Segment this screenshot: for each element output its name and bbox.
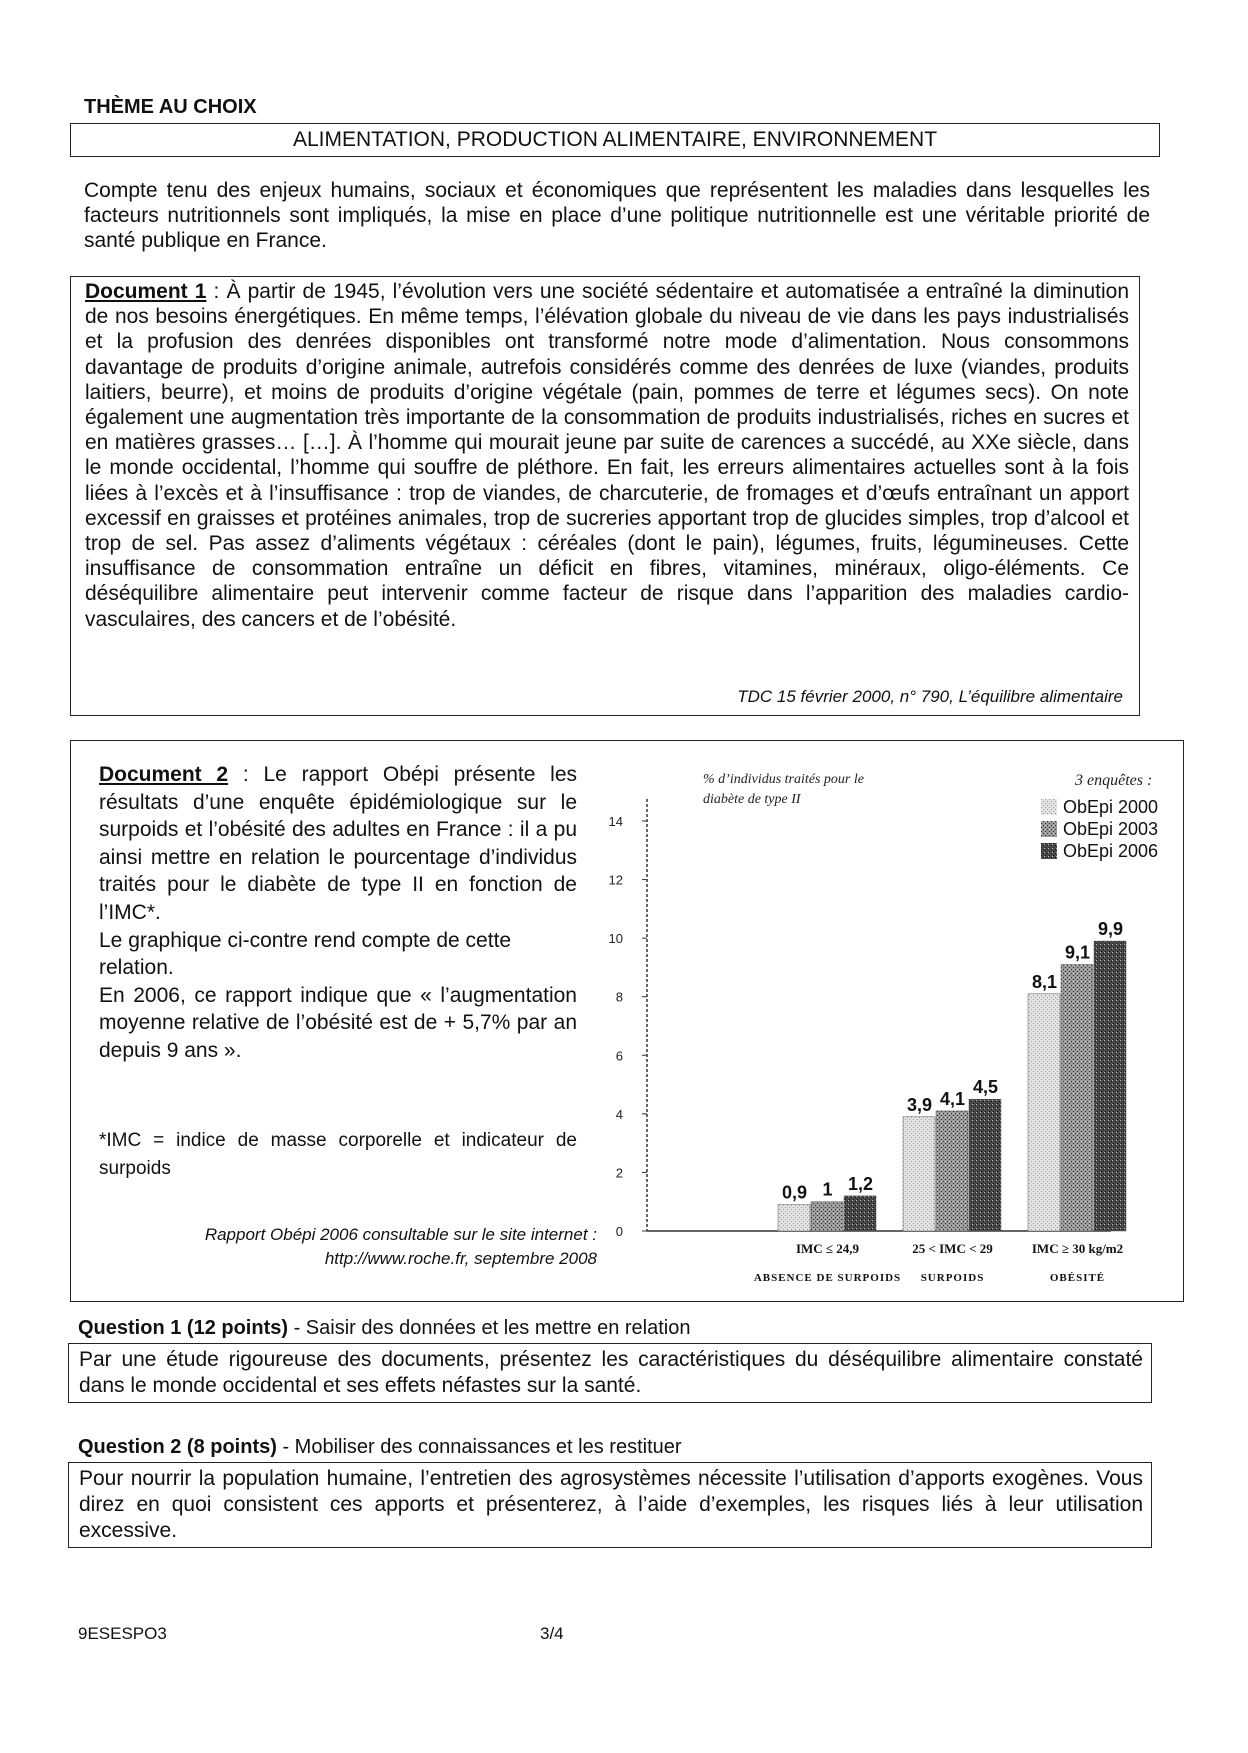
document-2-text3: En 2006, ce rapport indique que « l’augmentation moyenne relative de l’obésité est de + 5,7% par an depuis 9 ans ». <box>99 983 577 1062</box>
document-1-title: Document 1 <box>85 280 207 303</box>
bar-1-2 <box>811 1202 843 1231</box>
theme-label: THÈME AU CHOIX <box>84 96 257 118</box>
y-tick-label: 8 <box>615 989 623 1005</box>
document-2-text2: Le graphique ci-contre rend compte de cette relation. <box>99 928 512 980</box>
bar-value-label: 9,1 <box>1064 942 1091 963</box>
bar-value-label: 1,2 <box>847 1173 874 1194</box>
bar-3-1 <box>1028 994 1060 1231</box>
theme-title: ALIMENTATION, PRODUCTION ALIMENTAIRE, ENVIRONNEMENT <box>292 128 938 151</box>
x-group-label: OBÉSITÉ <box>1049 1272 1106 1284</box>
y-tick-label: 12 <box>608 872 623 888</box>
x-tick-label: IMC ≥ 30 kg/m2 <box>1031 1241 1124 1256</box>
theme-title-box <box>70 123 1160 157</box>
bar-value-label: 0,9 <box>781 1182 808 1203</box>
x-tick-label: 25 < IMC < 29 <box>912 1241 993 1256</box>
question-2-box <box>68 1462 1152 1548</box>
chart-ylabel-line2: diabète de type II <box>703 792 801 807</box>
document-2-text-block <box>99 761 577 1065</box>
bar-value-label: 4,5 <box>972 1077 999 1098</box>
bar-1-1 <box>778 1205 810 1231</box>
diabetes-bar-chart <box>583 741 1183 1301</box>
bar-1-3 <box>844 1196 876 1231</box>
document-1-text: : À partir de 1945, l’évolution vers une société sédentaire et automatisée a entraîné la diminution de nos besoins énergétiques. En même temps, l’élévation globale du niveau de vie dans les pays industrialisés et la profusion des denrées disponibles ont transformé notre mode d’alimentation. Nous consommons davantage de produits d’origine animale, autrefois considérés comme des denrées de luxe (viandes, produits laitiers, beurre), et moins de produits d’origine végétale (pain, pommes de terre et légumes secs). On note également une augmentation très importante de la consommation de produits industrialisés, riches en sucres et en matières grasses… […]. À l’homme qui mourait jeune par suite de carences a succédé, au XXe siècle, dans le monde occidental, l’homme qui souffre de pléthore. En fait, les erreurs alimentaires actuelles sont à la fois liées à l’excès et à l’insuffisance : trop de viandes, de charcuterie, de fromages et d’œufs entraînant un apport excessif en graisses et protéines animales, trop de sucreries apportant trop de glucides simples, trop d’alcool et trop de sel. Pas assez d’aliments végétaux : céréales (dont le pain), légumes, fruits, légumineuses. Cette insuffisance de consommation entraîne un déficit en fibres, vitamines, minéraux, oligo-éléments. Ce déséquilibre alimentaire peut intervenir comme facteur de risque dans l’apparition des maladies cardio-vasculaires, des cancers et de l’obésité. <box>85 280 1130 631</box>
question-2-heading <box>78 1436 682 1459</box>
y-tick-label: 14 <box>608 814 623 829</box>
y-ticks <box>609 814 647 1239</box>
question-1-title: Question 1 (12 points) <box>78 1317 289 1339</box>
x-group-label: SURPOIDS <box>920 1272 985 1284</box>
legend-swatch <box>1041 843 1057 859</box>
question-1-subtitle: - Saisir des données et les mettre en relation <box>288 1317 691 1339</box>
chart-ylabel-line1: % d’individus traités pour le <box>703 772 864 787</box>
document-2-source-line2: http://www.roche.fr, septembre 2008 <box>324 1249 597 1268</box>
question-1-heading <box>78 1317 690 1340</box>
legend-label: ObEpi 2000 <box>1063 797 1159 817</box>
bar-value-label: 4,1 <box>939 1088 966 1109</box>
bar-2-3 <box>969 1099 1001 1231</box>
bar-3-3 <box>1094 941 1126 1231</box>
bar-2-2 <box>936 1111 968 1231</box>
legend-label: ObEpi 2006 <box>1063 841 1159 861</box>
document-2-text: : Le rapport Obépi présente les résultats d’une enquête épidémiologique sur le surpoids et l’obésité des adultes en France : il a pu ainsi mettre en relation le pourcentage d’individus traités pour le diabète de type II en fonction de l’IMC*. <box>99 763 578 924</box>
x-tick-label: IMC ≤ 24,9 <box>795 1241 860 1256</box>
bar-3-2 <box>1061 965 1093 1232</box>
document-2-source-line1: Rapport Obépi 2006 consultable sur le site internet : <box>204 1225 597 1244</box>
bars <box>778 919 1126 1231</box>
legend-label: ObEpi 2003 <box>1063 819 1159 839</box>
document-1-source: TDC 15 février 2000, n° 790, L’équilibre alimentaire <box>737 686 1123 706</box>
y-tick-label: 4 <box>615 1106 623 1122</box>
footer-page: 3/4 <box>540 1624 564 1643</box>
intro-paragraph: Compte tenu des enjeux humains, sociaux et économiques que représentent les maladies dans lesquelles les facteurs nutritionnels sont impliqués, la mise en place d’une politique nutritionnelle est une véritable priorité de santé publique en France. <box>84 179 1150 252</box>
bar-value-label: 9,9 <box>1097 919 1124 940</box>
bar-2-1 <box>903 1117 935 1231</box>
document-2 <box>70 740 1184 1302</box>
y-tick-label: 2 <box>615 1165 623 1181</box>
question-2-text: Pour nourrir la population humaine, l’entretien des agrosystèmes nécessite l’utilisation d’apports exogènes. Vous direz en quoi consistent ces apports et présenterez, à l’aide d’exemples, les risques liés à leur utilisation excessive. <box>79 1467 1143 1542</box>
x-labels <box>754 1241 1123 1284</box>
x-group-label: ABSENCE DE SURPOIDS <box>753 1272 902 1284</box>
question-2-title: Question 2 (8 points) <box>78 1436 277 1458</box>
bar-value-label: 3,9 <box>906 1094 933 1115</box>
document-2-note: *IMC = indice de masse corporelle et indicateur de surpoids <box>99 1130 577 1179</box>
bar-value-label: 1 <box>822 1179 833 1200</box>
question-1-box <box>68 1343 1152 1403</box>
y-tick-label: 6 <box>615 1048 623 1064</box>
legend-swatch <box>1041 821 1057 837</box>
y-tick-label: 10 <box>608 931 623 947</box>
legend <box>1041 797 1158 861</box>
legend-swatch <box>1041 799 1057 815</box>
question-1-text: Par une étude rigoureuse des documents, présentez les caractéristiques du déséquilibre alimentaire constaté dans le monde occidental et ses effets néfastes sur la santé. <box>79 1348 1143 1397</box>
footer-code: 9ESESPO3 <box>78 1624 167 1643</box>
y-tick-label: 0 <box>615 1224 623 1239</box>
document-2-source <box>91 1223 597 1271</box>
bar-value-label: 8,1 <box>1031 971 1058 992</box>
document-1 <box>70 276 1140 716</box>
legend-title: 3 enquêtes : <box>1075 772 1153 789</box>
document-2-title: Document 2 <box>99 763 229 786</box>
question-2-subtitle: - Mobiliser des connaissances et les restituer <box>276 1436 682 1458</box>
